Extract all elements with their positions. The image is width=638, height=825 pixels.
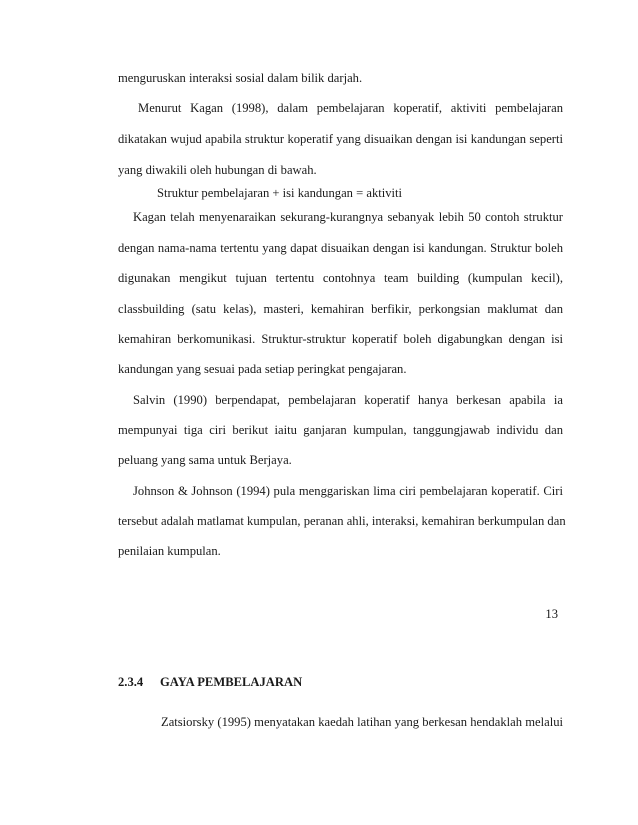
text-line: Kagan telah menyenaraikan sekurang-kurangnya sebanyak lebih 50 contoh struktur (133, 210, 563, 224)
text-line: Johnson & Johnson (1994) pula menggariskan lima ciri pembelajaran koperatif. Ciri (133, 484, 563, 498)
text-line: dengan nama-nama tertentu yang dapat disuaikan dengan isi kandungan. Struktur boleh (118, 241, 563, 255)
text-line: tersebut adalah matlamat kumpulan, peranan ahli, interaksi, kemahiran berkumpulan dan (118, 514, 566, 528)
text-line: kemahiran berkomunikasi. Struktur-struktur koperatif boleh digabungkan dengan isi (118, 332, 563, 346)
text-line: digunakan mengikut tujuan tertentu contohnya team building (kumpulan kecil), (118, 271, 563, 285)
text-line: Menurut Kagan (1998), dalam pembelajaran koperatif, aktiviti pembelajaran (138, 101, 563, 115)
text-line: yang diwakili oleh hubungan di bawah. (118, 163, 317, 177)
section-title: GAYA PEMBELAJARAN (160, 675, 303, 689)
text-line: dikatakan wujud apabila struktur koperatif yang disuaikan dengan isi kandungan seperti (118, 132, 563, 146)
text-line: kandungan yang sesuai pada setiap peringkat pengajaran. (118, 362, 407, 376)
text-line: Salvin (1990) berpendapat, pembelajaran koperatif hanya berkesan apabila ia (133, 393, 563, 407)
text-line: Zatsiorsky (1995) menyatakan kaedah latihan yang berkesan hendaklah melalui (161, 715, 563, 729)
page-number: 13 (545, 607, 558, 621)
formula-line: Struktur pembelajaran + isi kandungan = aktiviti (157, 186, 403, 200)
section-number: 2.3.4 (118, 675, 144, 689)
text-line: classbuilding (satu kelas), masteri, kemahiran berfikir, perkongsian maklumat dan (118, 302, 563, 316)
text-line: mempunyai tiga ciri berikut iaitu ganjaran kumpulan, tanggungjawab individu dan (118, 423, 563, 437)
text-line: peluang yang sama untuk Berjaya. (118, 453, 292, 467)
text-line: penilaian kumpulan. (118, 544, 221, 558)
text-line: menguruskan interaksi sosial dalam bilik darjah. (118, 71, 363, 85)
